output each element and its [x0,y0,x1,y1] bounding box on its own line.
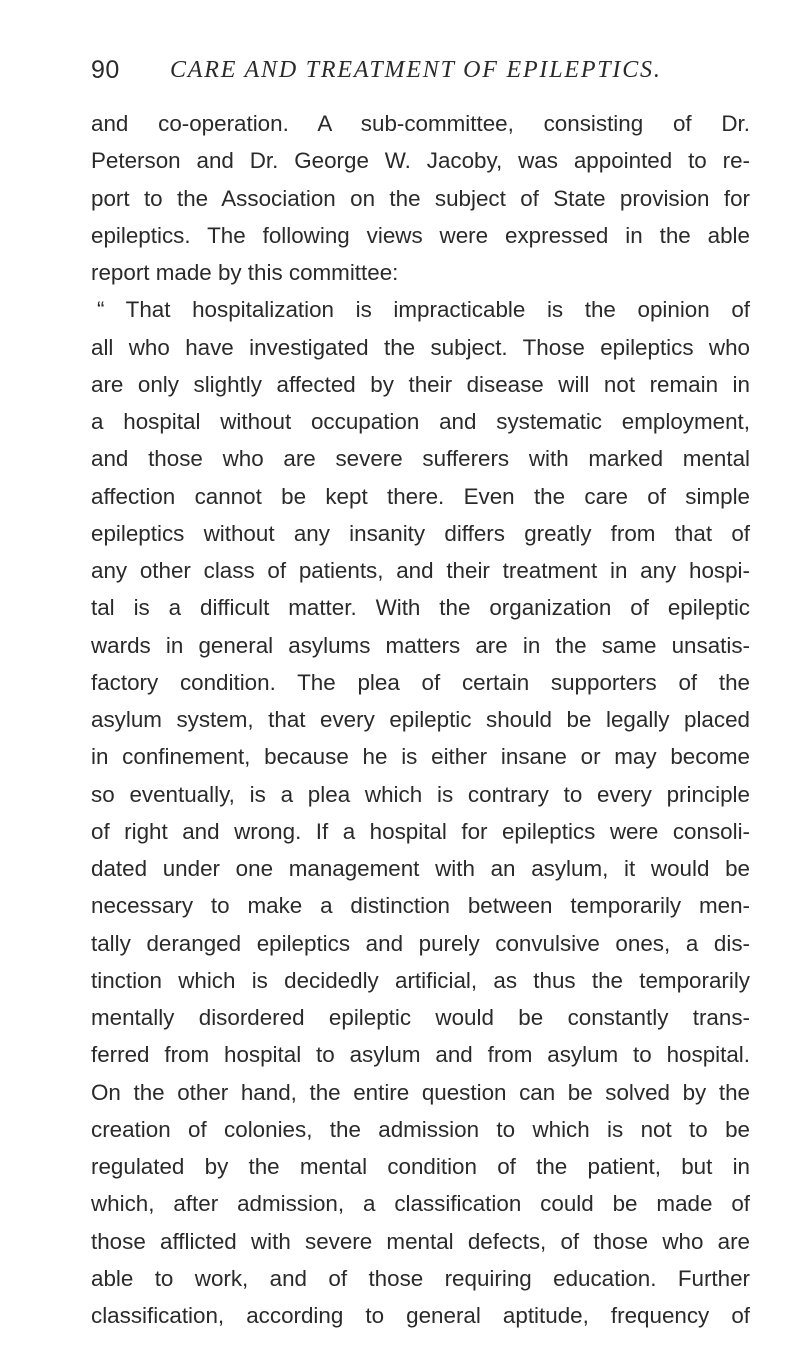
text-line: dated under one management with an asylum, it would be [91,856,750,881]
text-line: ferred from hospital to asylum and from asylum to hospital. [91,1042,750,1068]
text-line: in confinement, because he is either insane or may become [91,744,750,770]
text-line: epileptics. The following views were expressed in the able [91,222,750,248]
text-line: and those who are severe sufferers with marked mental [91,446,750,472]
text-line: tinction which is decidedly artificial, as thus the temporarily [91,967,750,993]
text-line: necessary to make a distinction between temporarily men- [91,893,750,919]
text-line: port to the Association on the subject of State provision for [91,185,750,211]
text-line: all who have investigated the subject. Those epileptics who [91,334,750,360]
text-line: creation of colonies, the admission to which is not to be [91,1116,750,1142]
text-line: “ That hospitalization is impracticable is the opinion of [97,297,750,323]
text-line: regulated by the mental condition of the patient, but in [91,1154,750,1179]
text-line: asylum system, that every epileptic should be legally placed [91,707,750,732]
running-title: CARE AND TREATMENT OF EPILEPTICS. [170,57,662,83]
page-number: 90 [91,56,120,84]
text-line: which, after admission, a classification could be made of [91,1191,750,1217]
text-line: classification, according to general aptitude, frequency of [91,1303,750,1328]
text-line: factory condition. The plea of certain supporters of the [91,669,750,695]
text-line: any other class of patients, and their treatment in any hospi- [91,558,750,583]
text-line: Peterson and Dr. George W. Jacoby, was appointed to re- [91,148,750,174]
text-line: able to work, and of those requiring education. Further [91,1265,750,1291]
text-line: tal is a difficult matter. With the organization of epileptic [91,595,750,621]
text-line: epileptics without any insanity differs greatly from that of [91,520,750,546]
text-line: are only slightly affected by their disease will not remain in [91,371,750,397]
text-line: a hospital without occupation and systematic employment, [91,409,750,434]
text-line: On the other hand, the entire question can be solved by the [91,1079,750,1105]
text-line: those afflicted with severe mental defects, of those who are [91,1228,750,1254]
text-line: tally deranged epileptics and purely convulsive ones, a dis- [91,930,750,956]
text-line: affection cannot be kept there. Even the care of simple [91,483,750,509]
text-line: of right and wrong. If a hospital for epileptics were consoli- [91,818,750,844]
text-line: and co-operation. A sub-committee, consisting of Dr. [91,111,750,136]
running-head [0,50,800,90]
text-line: mentally disordered epileptic would be constantly trans- [91,1005,750,1030]
text-line: so eventually, is a plea which is contrary to every principle [91,781,750,807]
text-line: wards in general asylums matters are in the same unsatis- [91,632,750,658]
text-line: report made by this committee: [91,260,399,285]
body-text [91,105,750,1334]
